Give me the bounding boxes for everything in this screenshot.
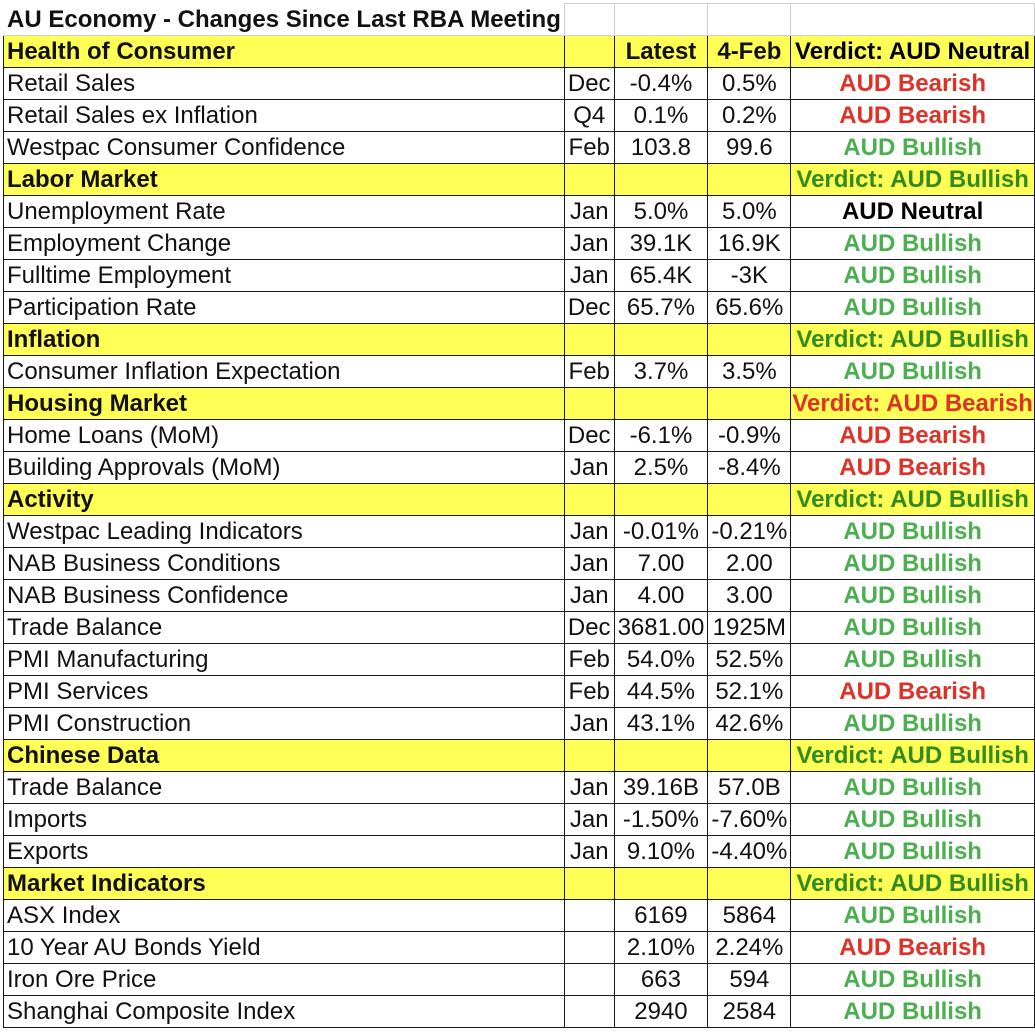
signal-cell[interactable]: AUD Bullish: [791, 580, 1035, 612]
indicator-row: [4, 932, 1035, 964]
signal-cell[interactable]: AUD Bearish: [791, 68, 1035, 100]
latest-value[interactable]: 2.10%: [614, 932, 708, 964]
empty-cell[interactable]: [564, 740, 614, 772]
indicator-row: [4, 612, 1035, 644]
indicator-row: [4, 804, 1035, 836]
signal-cell[interactable]: AUD Bullish: [791, 836, 1035, 868]
empty-cell[interactable]: [614, 484, 708, 516]
indicator-row: [4, 836, 1035, 868]
period-cell[interactable]: Jan: [564, 708, 614, 740]
empty-cell[interactable]: [614, 4, 708, 36]
previous-value[interactable]: 3.00: [708, 580, 791, 612]
section-verdict[interactable]: Verdict: AUD Bullish: [791, 324, 1035, 356]
signal-cell[interactable]: AUD Bullish: [791, 900, 1035, 932]
empty-cell[interactable]: [614, 164, 708, 196]
indicator-row: [4, 292, 1035, 324]
signal-cell[interactable]: AUD Bullish: [791, 612, 1035, 644]
indicator-name[interactable]: Unemployment Rate: [4, 196, 565, 228]
signal-cell[interactable]: AUD Bearish: [791, 420, 1035, 452]
empty-cell[interactable]: [708, 484, 791, 516]
indicator-name[interactable]: Fulltime Employment: [4, 260, 565, 292]
sheet-body: [4, 4, 1035, 1028]
section-verdict[interactable]: Verdict: AUD Bullish: [791, 740, 1035, 772]
previous-value[interactable]: 2.00: [708, 548, 791, 580]
signal-cell[interactable]: AUD Bullish: [791, 548, 1035, 580]
indicator-name[interactable]: Trade Balance: [4, 612, 565, 644]
empty-cell[interactable]: [614, 388, 708, 420]
period-cell[interactable]: Jan: [564, 580, 614, 612]
signal-cell[interactable]: AUD Bullish: [791, 292, 1035, 324]
indicator-row: [4, 516, 1035, 548]
latest-value[interactable]: -0.01%: [614, 516, 708, 548]
previous-value[interactable]: -0.21%: [708, 516, 791, 548]
empty-cell[interactable]: [791, 4, 1035, 36]
section-verdict[interactable]: Verdict: AUD Bearish: [791, 388, 1035, 420]
indicator-name[interactable]: Employment Change: [4, 228, 565, 260]
indicator-name[interactable]: Retail Sales ex Inflation: [4, 100, 565, 132]
signal-cell[interactable]: AUD Bullish: [791, 260, 1035, 292]
indicator-row: [4, 132, 1035, 164]
prev-column-header[interactable]: 4-Feb: [708, 36, 791, 68]
indicator-row: [4, 260, 1035, 292]
section-title[interactable]: Activity: [4, 484, 565, 516]
period-cell[interactable]: Feb: [564, 644, 614, 676]
empty-cell[interactable]: [708, 868, 791, 900]
signal-cell[interactable]: AUD Bullish: [791, 132, 1035, 164]
empty-cell[interactable]: [564, 164, 614, 196]
indicator-row: [4, 708, 1035, 740]
latest-value[interactable]: 5.0%: [614, 196, 708, 228]
indicator-row: [4, 772, 1035, 804]
empty-cell[interactable]: [614, 868, 708, 900]
signal-cell[interactable]: AUD Bullish: [791, 228, 1035, 260]
signal-cell[interactable]: AUD Bullish: [791, 708, 1035, 740]
previous-value[interactable]: 5.0%: [708, 196, 791, 228]
empty-cell[interactable]: [708, 740, 791, 772]
section-title[interactable]: Market Indicators: [4, 868, 565, 900]
empty-cell[interactable]: [614, 740, 708, 772]
section-header-row: [4, 868, 1035, 900]
empty-cell[interactable]: [708, 388, 791, 420]
empty-cell[interactable]: [708, 4, 791, 36]
previous-value[interactable]: 52.5%: [708, 644, 791, 676]
period-cell[interactable]: Jan: [564, 516, 614, 548]
indicator-name[interactable]: Imports: [4, 804, 565, 836]
period-cell[interactable]: Jan: [564, 804, 614, 836]
previous-value[interactable]: 2.24%: [708, 932, 791, 964]
latest-value[interactable]: 6169: [614, 900, 708, 932]
latest-value[interactable]: 39.1K: [614, 228, 708, 260]
section-title[interactable]: Inflation: [4, 324, 565, 356]
latest-value[interactable]: 7.00: [614, 548, 708, 580]
indicator-name[interactable]: Shanghai Composite Index: [4, 996, 565, 1028]
previous-value[interactable]: 594: [708, 964, 791, 996]
indicator-row: [4, 356, 1035, 388]
indicator-name[interactable]: Trade Balance: [4, 772, 565, 804]
period-cell[interactable]: Dec: [564, 68, 614, 100]
empty-cell[interactable]: [564, 4, 614, 36]
previous-value[interactable]: 3.5%: [708, 356, 791, 388]
indicator-name[interactable]: 10 Year AU Bonds Yield: [4, 932, 565, 964]
period-cell[interactable]: Jan: [564, 260, 614, 292]
empty-cell[interactable]: [708, 324, 791, 356]
indicator-row: [4, 964, 1035, 996]
section-title[interactable]: Housing Market: [4, 388, 565, 420]
previous-value[interactable]: 5864: [708, 900, 791, 932]
indicator-name[interactable]: NAB Business Conditions: [4, 548, 565, 580]
latest-value[interactable]: 0.1%: [614, 100, 708, 132]
previous-value[interactable]: -3K: [708, 260, 791, 292]
latest-value[interactable]: 39.16B: [614, 772, 708, 804]
indicator-name[interactable]: Retail Sales: [4, 68, 565, 100]
signal-cell[interactable]: AUD Bullish: [791, 772, 1035, 804]
signal-cell[interactable]: AUD Bullish: [791, 516, 1035, 548]
previous-value[interactable]: 65.6%: [708, 292, 791, 324]
period-cell[interactable]: Q4: [564, 100, 614, 132]
signal-cell[interactable]: AUD Bullish: [791, 644, 1035, 676]
period-cell[interactable]: Dec: [564, 420, 614, 452]
section-title[interactable]: Health of Consumer: [4, 36, 565, 68]
empty-cell[interactable]: [564, 868, 614, 900]
period-cell[interactable]: Jan: [564, 228, 614, 260]
indicator-name[interactable]: PMI Construction: [4, 708, 565, 740]
period-cell[interactable]: Jan: [564, 548, 614, 580]
period-cell[interactable]: Dec: [564, 292, 614, 324]
section-verdict[interactable]: Verdict: AUD Bullish: [791, 868, 1035, 900]
period-cell[interactable]: Jan: [564, 836, 614, 868]
signal-cell[interactable]: AUD Bullish: [791, 804, 1035, 836]
latest-value[interactable]: 44.5%: [614, 676, 708, 708]
previous-value[interactable]: 42.6%: [708, 708, 791, 740]
latest-value[interactable]: 43.1%: [614, 708, 708, 740]
indicator-row: [4, 580, 1035, 612]
indicator-name[interactable]: Exports: [4, 836, 565, 868]
latest-value[interactable]: 54.0%: [614, 644, 708, 676]
signal-cell[interactable]: AUD Bearish: [791, 452, 1035, 484]
indicator-row: [4, 996, 1035, 1028]
section-verdict[interactable]: Verdict: AUD Bullish: [791, 484, 1035, 516]
signal-cell[interactable]: AUD Neutral: [791, 196, 1035, 228]
section-header-row: [4, 388, 1035, 420]
signal-cell[interactable]: AUD Bearish: [791, 100, 1035, 132]
rba-changes-spreadsheet: [3, 3, 1035, 1028]
period-cell[interactable]: [564, 996, 614, 1028]
period-cell[interactable]: Feb: [564, 132, 614, 164]
period-cell[interactable]: Jan: [564, 452, 614, 484]
signal-cell[interactable]: AUD Bullish: [791, 964, 1035, 996]
previous-value[interactable]: -7.60%: [708, 804, 791, 836]
indicator-name[interactable]: ASX Index: [4, 900, 565, 932]
indicator-row: [4, 68, 1035, 100]
indicator-name[interactable]: PMI Manufacturing: [4, 644, 565, 676]
latest-value[interactable]: 2.5%: [614, 452, 708, 484]
period-cell[interactable]: [564, 964, 614, 996]
previous-value[interactable]: 52.1%: [708, 676, 791, 708]
signal-cell[interactable]: AUD Bearish: [791, 932, 1035, 964]
section-header-row: [4, 36, 1035, 68]
sheet-title[interactable]: AU Economy - Changes Since Last RBA Meeting: [4, 4, 565, 36]
latest-value[interactable]: 103.8: [614, 132, 708, 164]
period-cell[interactable]: [564, 932, 614, 964]
indicator-row: [4, 228, 1035, 260]
indicator-row: [4, 676, 1035, 708]
previous-value[interactable]: 0.5%: [708, 68, 791, 100]
title-row: [4, 4, 1035, 36]
indicator-name[interactable]: Home Loans (MoM): [4, 420, 565, 452]
indicator-name[interactable]: NAB Business Confidence: [4, 580, 565, 612]
indicator-row: [4, 900, 1035, 932]
indicator-name[interactable]: Westpac Consumer Confidence: [4, 132, 565, 164]
indicator-row: [4, 196, 1035, 228]
indicator-name[interactable]: Consumer Inflation Expectation: [4, 356, 565, 388]
latest-value[interactable]: -0.4%: [614, 68, 708, 100]
indicator-name[interactable]: PMI Services: [4, 676, 565, 708]
section-header-row: [4, 484, 1035, 516]
period-cell[interactable]: Dec: [564, 612, 614, 644]
latest-column-header[interactable]: Latest: [614, 36, 708, 68]
section-verdict[interactable]: Verdict: AUD Bullish: [791, 164, 1035, 196]
previous-value[interactable]: 99.6: [708, 132, 791, 164]
indicator-name[interactable]: Westpac Leading Indicators: [4, 516, 565, 548]
empty-cell[interactable]: [564, 36, 614, 68]
latest-value[interactable]: 9.10%: [614, 836, 708, 868]
section-header-row: [4, 324, 1035, 356]
signal-cell[interactable]: AUD Bullish: [791, 356, 1035, 388]
previous-value[interactable]: -8.4%: [708, 452, 791, 484]
previous-value[interactable]: 16.9K: [708, 228, 791, 260]
latest-value[interactable]: 65.4K: [614, 260, 708, 292]
indicator-row: [4, 548, 1035, 580]
indicator-name[interactable]: Building Approvals (MoM): [4, 452, 565, 484]
indicator-row: [4, 100, 1035, 132]
indicator-row: [4, 452, 1035, 484]
previous-value[interactable]: 2584: [708, 996, 791, 1028]
latest-value[interactable]: 3.7%: [614, 356, 708, 388]
empty-cell[interactable]: [564, 324, 614, 356]
empty-cell[interactable]: [614, 324, 708, 356]
latest-value[interactable]: -6.1%: [614, 420, 708, 452]
period-cell[interactable]: Jan: [564, 196, 614, 228]
period-cell[interactable]: Feb: [564, 356, 614, 388]
period-cell[interactable]: Feb: [564, 676, 614, 708]
empty-cell[interactable]: [564, 388, 614, 420]
latest-value[interactable]: 2940: [614, 996, 708, 1028]
section-title[interactable]: Labor Market: [4, 164, 565, 196]
section-header-row: [4, 740, 1035, 772]
previous-value[interactable]: 1925M: [708, 612, 791, 644]
indicator-name[interactable]: Participation Rate: [4, 292, 565, 324]
indicator-name[interactable]: Iron Ore Price: [4, 964, 565, 996]
latest-value[interactable]: 3681.00: [614, 612, 708, 644]
signal-cell[interactable]: AUD Bearish: [791, 676, 1035, 708]
signal-cell[interactable]: AUD Bullish: [791, 996, 1035, 1028]
indicator-row: [4, 420, 1035, 452]
previous-value[interactable]: -0.9%: [708, 420, 791, 452]
latest-value[interactable]: 65.7%: [614, 292, 708, 324]
latest-value[interactable]: 4.00: [614, 580, 708, 612]
section-verdict[interactable]: Verdict: AUD Neutral: [791, 36, 1035, 68]
latest-value[interactable]: -1.50%: [614, 804, 708, 836]
section-title[interactable]: Chinese Data: [4, 740, 565, 772]
empty-cell[interactable]: [708, 164, 791, 196]
previous-value[interactable]: 0.2%: [708, 100, 791, 132]
period-cell[interactable]: Jan: [564, 772, 614, 804]
section-header-row: [4, 164, 1035, 196]
empty-cell[interactable]: [564, 484, 614, 516]
period-cell[interactable]: [564, 900, 614, 932]
previous-value[interactable]: 57.0B: [708, 772, 791, 804]
indicator-row: [4, 644, 1035, 676]
previous-value[interactable]: -4.40%: [708, 836, 791, 868]
latest-value[interactable]: 663: [614, 964, 708, 996]
